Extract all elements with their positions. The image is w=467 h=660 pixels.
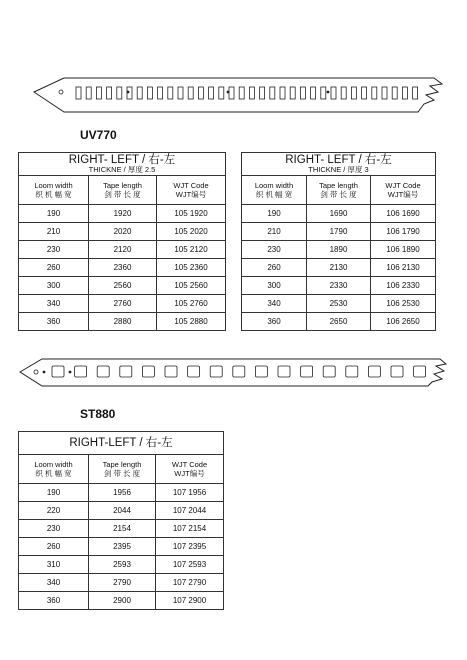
table-title: RIGHT- LEFT / 右-左: [285, 154, 392, 166]
uv770-tape-outline: [34, 78, 442, 112]
tape-dot: [127, 91, 130, 94]
tape-slot: [147, 87, 152, 99]
tape-length-cell: 1920: [89, 205, 157, 223]
loom-width-cell: 340: [242, 295, 307, 313]
tape-length-cell: 2360: [89, 259, 157, 277]
tape-slot: [96, 87, 101, 99]
loom-width-cell: 260: [242, 259, 307, 277]
tape-length-cell: 2330: [307, 277, 371, 295]
tape-slot: [341, 87, 346, 99]
table-row: [19, 205, 226, 223]
tape-slot: [391, 366, 403, 377]
uv770-tape-end-hole: [59, 90, 63, 94]
st880-tape-slots: [43, 366, 426, 377]
tape-length-cell: 1956: [89, 484, 156, 502]
wjt-code-cell: 105 2760: [157, 295, 226, 313]
tape-slot: [120, 366, 132, 377]
tape-slot: [372, 87, 377, 99]
tape-length-cell: 2130: [307, 259, 371, 277]
tape-slot: [290, 87, 295, 99]
tape-slot: [270, 87, 275, 99]
st880-model-label: ST880: [80, 407, 116, 421]
table-header: [242, 153, 436, 176]
table-row: [19, 556, 224, 574]
table-row: [19, 295, 226, 313]
table-row: [242, 205, 436, 223]
tape-slot: [321, 87, 326, 99]
tape-length-cell: 2790: [89, 574, 156, 592]
table-row: [19, 484, 224, 502]
tape-dot: [327, 91, 330, 94]
tape-slot: [137, 87, 142, 99]
loom-width-cell: 210: [242, 223, 307, 241]
tape-slot: [351, 87, 356, 99]
loom-width-cell: 360: [19, 313, 89, 331]
uv770-tape-drawing: [28, 72, 448, 116]
tape-slot: [233, 366, 245, 377]
wjt-code-cell: 107 2154: [156, 520, 224, 538]
table-row: [242, 241, 436, 259]
table-row: [242, 313, 436, 331]
wjt-code-cell: 106 2530: [371, 295, 436, 313]
column-header-tape-length: Tape length 剑 带 长 度: [307, 176, 371, 205]
table-title: RIGHT-LEFT / 右-左: [69, 437, 173, 449]
tape-length-cell: 2120: [89, 241, 157, 259]
wjt-code-cell: 105 2360: [157, 259, 226, 277]
wjt-code-cell: 105 2880: [157, 313, 226, 331]
table-row: [19, 223, 226, 241]
tape-length-cell: 2593: [89, 556, 156, 574]
table-row: [19, 574, 224, 592]
tape-slot: [107, 87, 112, 99]
tape-slot: [280, 87, 285, 99]
wjt-code-cell: 107 2044: [156, 502, 224, 520]
loom-width-cell: 190: [19, 484, 89, 502]
tape-slot: [229, 87, 234, 99]
loom-width-cell: 230: [242, 241, 307, 259]
tape-slot: [414, 366, 426, 377]
wjt-code-cell: 105 2120: [157, 241, 226, 259]
tape-slot: [76, 87, 81, 99]
wjt-code-cell: 107 1956: [156, 484, 224, 502]
tape-slot: [346, 366, 358, 377]
tape-slot: [368, 366, 380, 377]
wjt-code-cell: 106 2650: [371, 313, 436, 331]
loom-width-cell: 300: [242, 277, 307, 295]
tape-slot: [331, 87, 336, 99]
loom-width-cell: 260: [19, 538, 89, 556]
wjt-code-cell: 106 1690: [371, 205, 436, 223]
table-row: [19, 313, 226, 331]
tape-slot: [323, 366, 335, 377]
tape-length-cell: 1690: [307, 205, 371, 223]
tape-slot: [117, 87, 122, 99]
tape-length-cell: 2530: [307, 295, 371, 313]
tape-length-cell: 2760: [89, 295, 157, 313]
uv770-tape-slots: [76, 87, 418, 99]
loom-width-cell: 340: [19, 295, 89, 313]
tape-length-cell: 1890: [307, 241, 371, 259]
tape-slot: [86, 87, 91, 99]
table-row: [19, 538, 224, 556]
column-header-loom-width: Loom width 织 机 幅 宽: [19, 176, 89, 205]
tape-slot: [413, 87, 418, 99]
column-header-wjt-code: WJT Code WJT编号: [157, 176, 226, 205]
table-row: [19, 502, 224, 520]
tape-length-cell: 2044: [89, 502, 156, 520]
tape-slot: [158, 87, 163, 99]
loom-width-cell: 210: [19, 223, 89, 241]
st880-spec-table: [18, 431, 224, 610]
tape-slot: [278, 366, 290, 377]
tape-slot: [168, 87, 173, 99]
tape-slot: [210, 366, 222, 377]
column-header-loom-width: Loom width 织 机 幅 宽: [242, 176, 307, 205]
tape-slot: [362, 87, 367, 99]
table-row: [242, 277, 436, 295]
table-header: [19, 153, 226, 176]
tape-slot: [255, 366, 267, 377]
table-title: RIGHT- LEFT / 右-左: [68, 154, 176, 166]
wjt-code-cell: 105 2020: [157, 223, 226, 241]
table-row: [19, 259, 226, 277]
tape-length-cell: 2650: [307, 313, 371, 331]
tape-slot: [382, 87, 387, 99]
tape-slot: [300, 87, 305, 99]
wjt-code-cell: 106 1790: [371, 223, 436, 241]
wjt-code-cell: 105 2560: [157, 277, 226, 295]
loom-width-cell: 230: [19, 241, 89, 259]
loom-width-cell: 310: [19, 556, 89, 574]
tape-slot: [52, 366, 64, 377]
table-row: [19, 520, 224, 538]
column-header-wjt-code: WJT Code WJT编号: [156, 455, 224, 484]
uv770-model-label: UV770: [80, 128, 117, 142]
table-row: [19, 241, 226, 259]
tape-slot: [75, 366, 87, 377]
tape-slot: [178, 87, 183, 99]
tape-length-cell: 2395: [89, 538, 156, 556]
table-subtitle: THICKNE / 厚度 2.5: [88, 165, 156, 174]
st880-tape-end-hole: [34, 370, 38, 374]
wjt-code-cell: 106 2330: [371, 277, 436, 295]
tape-slot: [188, 87, 193, 99]
loom-width-cell: 360: [19, 592, 89, 610]
loom-width-cell: 230: [19, 520, 89, 538]
uv770-spec-table-1: [18, 152, 226, 331]
wjt-code-cell: 107 2593: [156, 556, 224, 574]
wjt-code-cell: 106 1890: [371, 241, 436, 259]
tape-slot: [392, 87, 397, 99]
wjt-code-cell: 106 2130: [371, 259, 436, 277]
table-header: [19, 432, 224, 455]
tape-length-cell: 1790: [307, 223, 371, 241]
uv770-spec-table-2: [241, 152, 436, 331]
tape-dot: [43, 371, 46, 374]
tape-slot: [142, 366, 154, 377]
tape-slot: [219, 87, 224, 99]
wjt-code-cell: 107 2395: [156, 538, 224, 556]
tape-slot: [402, 87, 407, 99]
wjt-code-cell: 107 2900: [156, 592, 224, 610]
tape-length-cell: 2154: [89, 520, 156, 538]
loom-width-cell: 360: [242, 313, 307, 331]
tape-slot: [301, 366, 313, 377]
wjt-code-cell: 107 2790: [156, 574, 224, 592]
tape-length-cell: 2560: [89, 277, 157, 295]
column-header-wjt-code: WJT Code WJT编号: [371, 176, 436, 205]
table-row: [242, 295, 436, 313]
table-subtitle: THICKNE / 厚度 3: [308, 165, 369, 174]
loom-width-cell: 340: [19, 574, 89, 592]
tape-slot: [311, 87, 316, 99]
tape-slot: [188, 366, 200, 377]
loom-width-cell: 300: [19, 277, 89, 295]
column-header-loom-width: Loom width 织 机 幅 宽: [19, 455, 89, 484]
tape-length-cell: 2020: [89, 223, 157, 241]
tape-length-cell: 2900: [89, 592, 156, 610]
table-row: [242, 223, 436, 241]
tape-slot: [198, 87, 203, 99]
tape-slot: [239, 87, 244, 99]
loom-width-cell: 190: [242, 205, 307, 223]
tape-slot: [97, 366, 109, 377]
tape-slot: [249, 87, 254, 99]
wjt-code-cell: 105 1920: [157, 205, 226, 223]
tape-dot: [227, 91, 230, 94]
table-row: [242, 259, 436, 277]
loom-width-cell: 260: [19, 259, 89, 277]
tape-dot: [69, 371, 72, 374]
table-row: [19, 592, 224, 610]
table-row: [19, 277, 226, 295]
tape-slot: [165, 366, 177, 377]
loom-width-cell: 190: [19, 205, 89, 223]
tape-length-cell: 2880: [89, 313, 157, 331]
tape-slot: [260, 87, 265, 99]
column-header-tape-length: Tape length 剑 带 长 度: [89, 176, 157, 205]
loom-width-cell: 220: [19, 502, 89, 520]
tape-slot: [209, 87, 214, 99]
column-header-tape-length: Tape length 剑 带 长 度: [89, 455, 156, 484]
st880-tape-drawing: [14, 355, 454, 389]
